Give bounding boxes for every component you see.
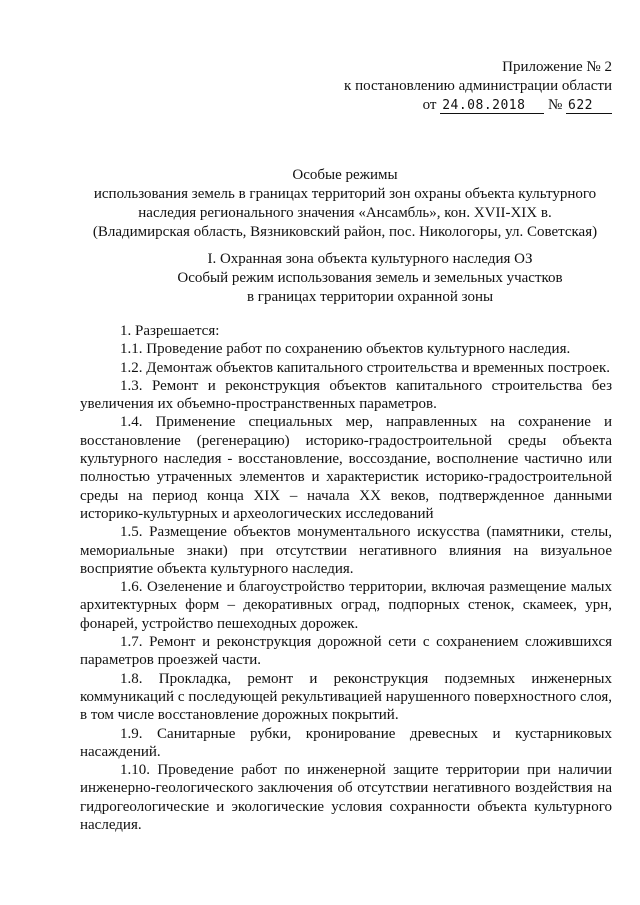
list-item: 1.7. Ремонт и реконструкция дорожной сети с сохранением сложившихся параметров проезжей части. — [80, 634, 612, 669]
list-item: 1.6. Озеленение и благоустройство территории, включая размещение малых архитектурных форм – декоративных оград, подпорных стенок, скамеек, урн, фонарей, устройство пешеходных дорожек. — [80, 579, 612, 632]
title-line-1: Особые режимы — [292, 167, 398, 183]
list-item: 1.10. Проведение работ по инженерной защите территории при наличии инженерно-геологического заключения об отсутствии негативного воздействия на гидрогеологические и экологические условия сохранности объекта культурного наследия. — [80, 762, 612, 834]
title-line-4: (Владимирская область, Вязниковский район, пос. Никологоры, ул. Советская) — [92, 224, 598, 240]
section-line-2: Особый режим использования земель и земельных участков — [177, 270, 563, 286]
list-item: 1.2. Демонтаж объектов капитального строительства и временных построек. — [120, 359, 610, 376]
list-item: 1.9. Санитарные рубки, кронирование древесных и кустарниковых насаждений. — [80, 725, 612, 760]
list-item: 1.5. Размещение объектов монументального искусства (памятники, стелы, мемориальные знаки) при отсутствии негативного влияния на визуальное восприятие объекта культурного наследия. — [80, 524, 612, 577]
appendix-number: Приложение № 2 — [502, 59, 612, 75]
number-prefix: № — [547, 97, 563, 113]
appendix-resolution-ref: к постановлению администрации области — [344, 78, 612, 94]
section-line-3: в границах территории охранной зоны — [246, 289, 494, 305]
list-item: 1. Разрешается: — [120, 323, 220, 339]
title-line-2: использования земель в границах территорий зон охраны объекта культурного — [93, 186, 597, 202]
title-line-3: наследия регионального значения «Ансамбль», кон. XVII-XIX в. — [138, 205, 552, 221]
document-body — [80, 322, 612, 834]
handwritten-number: 622 — [566, 99, 612, 114]
appendix-header — [344, 58, 612, 115]
handwritten-date: 24.08.2018 — [440, 99, 544, 114]
section-heading — [150, 250, 590, 307]
appendix-date-number-line — [344, 96, 612, 115]
list-item: 1.4. Применение специальных мер, направленных на сохранение и восстановление (регенерацию) историко-градостроительной среды объекта культурного наследия - восстановление, воссоздание, восполнение частично или полностью утраченных элементов и характеристик историко-градостроительной среды на период конца XIX – начала XX веков, подтвержденное данными историко-культурных и археологических исследований — [80, 414, 612, 522]
list-item: 1.1. Проведение работ по сохранению объектов культурного наследия. — [120, 341, 571, 358]
list-item: 1.3. Ремонт и реконструкция объектов капитального строительства без увеличения их объемно-пространственных параметров. — [80, 377, 612, 413]
document-title — [70, 166, 620, 242]
list-item: 1.8. Прокладка, ремонт и реконструкция подземных инженерных коммуникаций с последующей рекультивацией нарушенного поверхностного слоя, в том числе восстановление дорожных покрытий. — [80, 670, 612, 724]
section-line-1: I. Охранная зона объекта культурного наследия ОЗ — [207, 251, 533, 267]
date-prefix: от — [422, 97, 437, 113]
